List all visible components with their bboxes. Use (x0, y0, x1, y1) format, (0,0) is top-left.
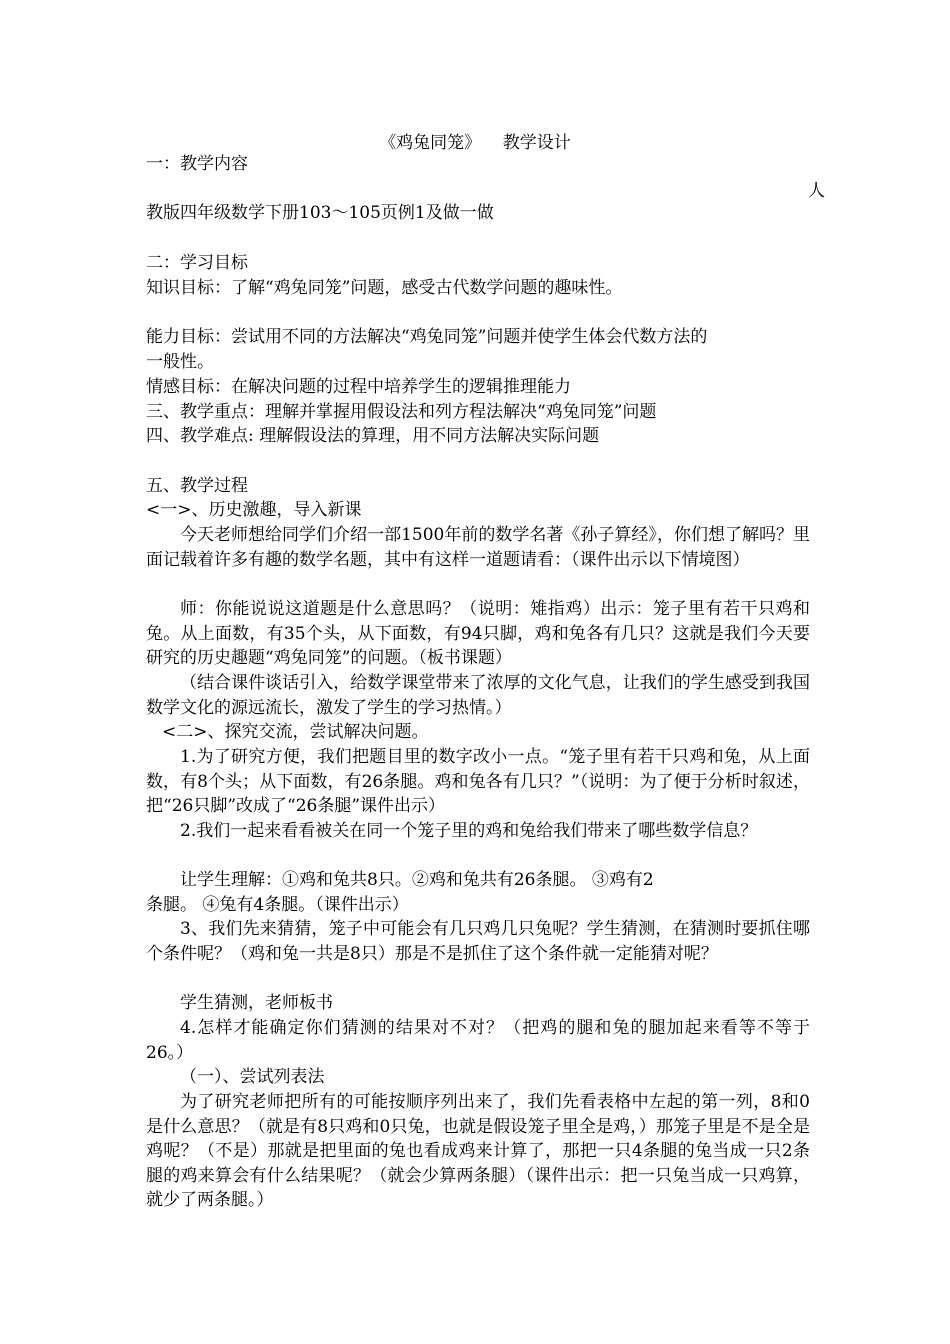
paragraph-commentary: （结合课件谈话引入，给数学课堂带来了浓厚的文化气息，让我们的学生感受到我国数学文化的源远流长，激发了学生的学习热情。） (146, 673, 810, 718)
goal-ability-line1: 能力目标：尝试用不同的方法解决“鸡兔同笼”问题并使学生体会代数方法的 (146, 327, 708, 347)
part2-heading: <二>、探究交流，尝试解决问题。 (162, 722, 429, 742)
key-points: 三、教学重点：理解并掌握用假设法和列方程法解决“鸡兔同笼”问题 (146, 402, 657, 422)
goal-ability-line2: 一般性。 (146, 352, 214, 372)
section-heading-content: 一：教学内容 (146, 154, 248, 174)
paragraph-teacher-question: 师：你能说说这道题是什么意思吗？（说明：雉指鸡）出示：笼子里有若干只鸡和兔。从上面数，有35个头，从下面数，有94只脚，鸡和兔各有几只？这就是我们今天要研究的历史趣题“鸡兔同笼”的问题。（板书课题） (146, 599, 810, 669)
goal-emotion: 情感目标：在解决问题的过程中培养学生的逻辑推理能力 (146, 377, 571, 397)
question-3-note: 学生猜测，老师板书 (180, 993, 333, 1013)
content-text: 教版四年级数学下册103～105页例1及做一做 (146, 203, 494, 223)
question-4: 4.怎样才能确定你们猜测的结果对不对？（把鸡的腿和兔的腿加起来看等不等于26。） (146, 1018, 810, 1063)
paragraph-table-method: 为了研究老师把所有的可能按顺序列出来了，我们先看表格中左起的第一列，8和0是什么意思？（就是有8只鸡和0只兔，也就是假设笼子里全是鸡，）那笼子里是不是全是鸡呢？（不是）那就是把里面的兔也看成鸡来计算了，那把一只4条腿的兔当成一只2条腿的鸡来算会有什么结果呢？（就会少算两条腿）（课件出示：把一只兔当成一只鸡算，就少了两条腿。） (146, 1092, 810, 1211)
question-2: 2.我们一起来看看被关在同一个笼子里的鸡和兔给我们带来了哪些数学信息？ (180, 821, 758, 841)
goal-knowledge: 知识目标：了解“鸡兔同笼”问题，感受古代数学问题的趣味性。 (146, 278, 623, 298)
section-heading-process: 五、教学过程 (146, 476, 248, 496)
question-3: 3、我们先来猜猜，笼子中可能会有几只鸡几只兔呢？学生猜测，在猜测时要抓住哪个条件呢？（鸡和兔一共是8只）那是不是抓住了这个条件就一定能猜对呢？ (146, 919, 810, 964)
question-2-answer-line1: 让学生理解：①鸡和兔共8只。②鸡和兔共有26条腿。 ③鸡有2 (180, 870, 654, 890)
document-title: 《鸡兔同笼》 教学设计 (379, 133, 571, 153)
question-2-answer-line2: 条腿。 ④兔有4条腿。（课件出示） (146, 895, 409, 915)
difficult-points: 四、教学难点: 理解假设法的算理，用不同方法解决实际问题 (146, 426, 600, 446)
question-1: 1.为了研究方便，我们把题目里的数字改小一点。“笼子里有若干只鸡和兔，从上面数，有8个头；从下面数，有26条腿。鸡和兔各有几只？”（说明：为了便于分析时叙述，把“26只脚”改成了“26条腿”课件出示） (146, 747, 810, 817)
part1-heading: <一>、历史激趣，导入新课 (146, 500, 362, 520)
section-heading-goals: 二：学习目标 (146, 253, 248, 273)
method1-heading: （一）、尝试列表法 (180, 1067, 325, 1087)
stray-character: 人 (808, 181, 825, 201)
paragraph-intro: 今天老师想给同学们介绍一部1500年前的数学名著《孙子算经》，你们想了解吗？里面记载着许多有趣的数学名题，其中有这样一道题请看：（课件出示以下情境图） (146, 525, 810, 570)
